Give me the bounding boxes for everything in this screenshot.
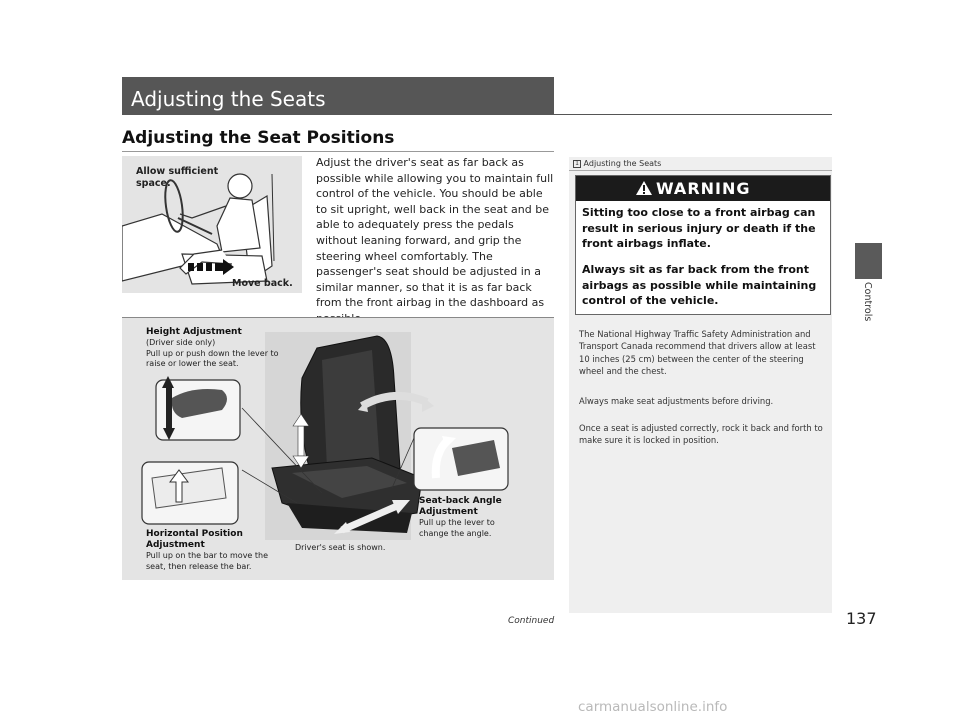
section-title: Adjusting the Seats [131, 87, 326, 111]
warning-header [576, 176, 830, 201]
warning-label: WARNING [656, 179, 751, 198]
drivers-seat-note: Driver's seat is shown. [295, 543, 386, 552]
sidebar-crumb-rule [569, 170, 832, 171]
seatback-adjustment-title: Seat-back Angle Adjustment [419, 496, 502, 517]
section-header-rule [554, 114, 832, 115]
seatback-lever-inset [414, 428, 508, 490]
height-adjustment-note: (Driver side only) [146, 338, 216, 347]
page-subheading: Adjusting the Seat Positions [122, 128, 395, 148]
sidebar-paragraph-1: The National Highway Traffic Safety Administration and Transport Canada recommend that drivers allow at least 10 inches (25 cm) between the center of the steering wheel and the chest. [579, 329, 816, 377]
height-adjustment-caption [146, 327, 286, 370]
warning-box [575, 175, 831, 315]
warning-text-1: Sitting too close to a front airbag can result in serious injury or death if the front airbags inflate. [582, 206, 816, 250]
sidebar-crumb [573, 159, 661, 168]
seat-adjustment-diagram [122, 318, 554, 580]
warning-text-2: Always sit as far back from the front airbags as possible while maintaining control of the vehicle. [582, 263, 817, 307]
height-lever-inset [156, 376, 240, 440]
chapter-tab-label: Controls [862, 282, 873, 322]
sidebar-paragraph-2: Always make seat adjustments before driving. [579, 396, 774, 406]
watermark: carmanualsonline.info [578, 699, 728, 715]
seatback-adjustment-caption [419, 496, 514, 539]
driver-position-figure [122, 156, 302, 293]
height-adjustment-text: Pull up or push down the lever to raise or lower the seat. [146, 348, 279, 368]
body-paragraph: Adjust the driver's seat as far back as possible while allowing you to maintain full control of the vehicle. You should be able to sit upright, well back in the seat and be able to adequately press the pedals without leaning forward, and grip the steering wheel comfortably. The passenger's seat should be adjusted in a similar manner, so that it is as far back from the front airbag in the dashboard as [316, 156, 554, 310]
sidebar-crumb-text: Adjusting the Seats [583, 159, 662, 168]
seatback-adjustment-text: Pull up the lever to change the angle. [419, 518, 495, 538]
continued-note: Continued [508, 616, 555, 626]
sidebar-paragraph-3: Once a seat is adjusted correctly, rock it back and forth to make sure it is locked in position. [579, 423, 823, 446]
subheading-rule [122, 151, 554, 152]
horizontal-adjustment-caption [146, 529, 286, 572]
alert-triangle-icon [635, 180, 653, 196]
allow-space-label: Allow sufficient space. [136, 166, 219, 189]
reference-box-icon: 1 [573, 160, 581, 168]
horizontal-adjustment-title: Horizontal Position Adjustment [146, 529, 243, 550]
page-number: 137 [846, 609, 877, 628]
horizontal-adjustment-text: Pull up on the bar to move the seat, then release the bar. [146, 551, 269, 571]
chapter-tab [855, 243, 882, 279]
horizontal-bar-inset [142, 462, 238, 524]
height-adjustment-title: Height Adjustment [146, 327, 242, 337]
move-back-label: Move back. [232, 278, 293, 289]
sidebar-notes [569, 157, 832, 613]
